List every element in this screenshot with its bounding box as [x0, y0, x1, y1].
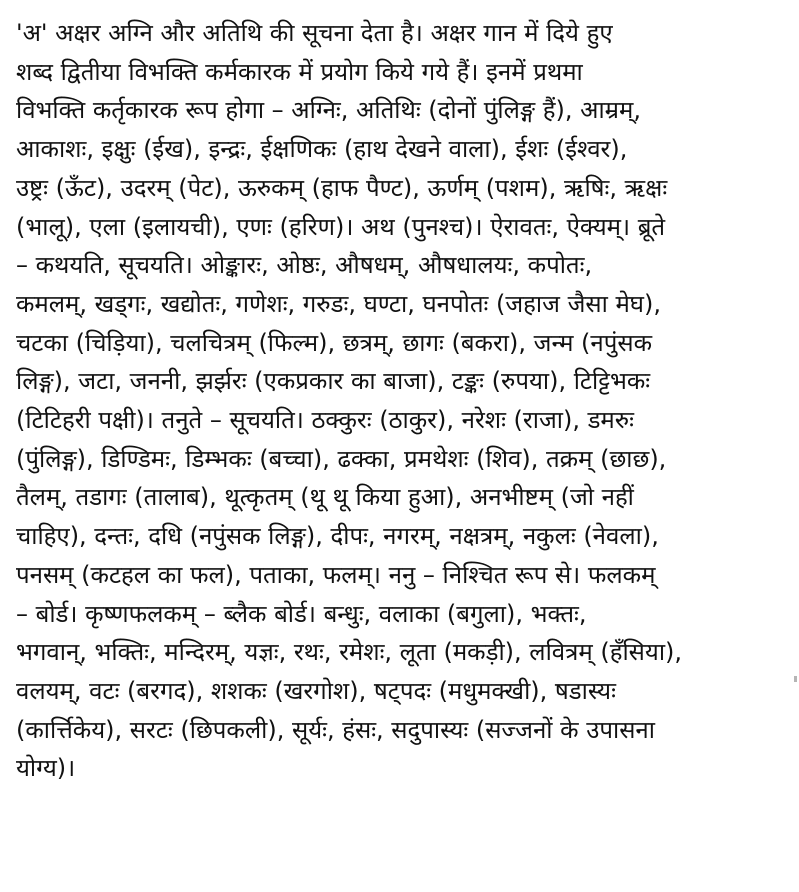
text-line: (टिटिहरी पक्षी)। तनुते – सूचयति। ठक्कुरः (ठाकुर), नरेशः (राजा), डमरुः	[16, 406, 634, 435]
text-line: चाहिए), दन्तः, दधि (नपुंसक लिङ्ग), दीपः, नगरम्, नक्षत्रम्, नकुलः (नेवला),	[16, 522, 659, 551]
text-line: कमलम्, खड्गः, खद्योतः, गणेशः, गरुडः, घण्टा, घनपोतः (जहाज जैसा मेघ),	[16, 289, 661, 318]
text-line: योग्य)।	[16, 754, 76, 783]
text-line: (भालू), एला (इलायची), एणः (हरिण)। अथ (पुनश्च)। ऐरावतः, ऐक्यम्। ब्रूते	[16, 212, 666, 241]
body-paragraph	[16, 14, 786, 788]
text-line: शब्द द्वितीया विभक्ति कर्मकारक में प्रयोग किये गये हैं। इनमें प्रथमा	[16, 57, 583, 86]
text-line: वलयम्, वटः (बरगद), शशकः (खरगोश), षट्पदः (मधुमक्खी), षडास्यः	[16, 676, 616, 705]
text-line: आकाशः, इक्षुः (ईख), इन्द्रः, ईक्षणिकः (हाथ देखने वाला), ईशः (ईश्वर),	[16, 135, 628, 164]
text-line: – बोर्ड। कृष्णफलकम् – ब्लैक बोर्ड। बन्धुः, वलाका (बगुला), भक्तः,	[16, 599, 587, 628]
text-line: तैलम्, तडागः (तालाब), थूत्कृतम् (थू थू किया हुआ), अनभीष्टम् (जो नहीं	[16, 483, 634, 512]
text-line: उष्ट्रः (ऊँट), उदरम् (पेट), ऊरुकम् (हाफ पैण्ट), ऊर्णम् (पशम), ऋषिः, ऋक्षः	[16, 173, 668, 202]
text-line: चटका (चिड़िया), चलचित्रम् (फिल्म), छत्रम्, छागः (बकरा), जन्म (नपुंसक	[16, 328, 653, 357]
text-line: 'अ' अक्षर अग्नि और अतिथि की सूचना देता है। अक्षर गान में दिये हुए	[16, 19, 613, 47]
scan-edge-mark	[794, 676, 797, 682]
text-line: (पुंलिङ्ग), डिण्डिमः, डिम्भकः (बच्चा), ढक्का, प्रमथेशः (शिव), तक्रम् (छाछ),	[16, 444, 667, 473]
text-line: लिङ्ग), जटा, जननी, झर्झरः (एकप्रकार का बाजा), टङ्कः (रुपया), टिट्टिभकः	[16, 367, 651, 396]
text-line: – कथयति, सूचयति। ओङ्कारः, ओष्ठः, औषधम्, औषधालयः, कपोतः,	[16, 251, 593, 280]
text-line: (कार्त्तिकेय), सरटः (छिपकली), सूर्यः, हंसः, सदुपास्यः (सज्जनों के उपासना	[16, 715, 655, 744]
text-line: भगवान्, भक्तिः, मन्दिरम्, यज्ञः, रथः, रमेशः, लूता (मकड़ी), लवित्रम् (हँसिया),	[16, 638, 683, 667]
text-line: विभक्ति कर्तृकारक रूप होगा – अग्निः, अतिथिः (दोनों पुंलिङ्ग हैं), आम्रम्,	[16, 96, 641, 125]
text-line: पनसम् (कटहल का फल), पताका, फलम्। ननु – निश्चित रूप से। फलकम्	[16, 560, 656, 589]
